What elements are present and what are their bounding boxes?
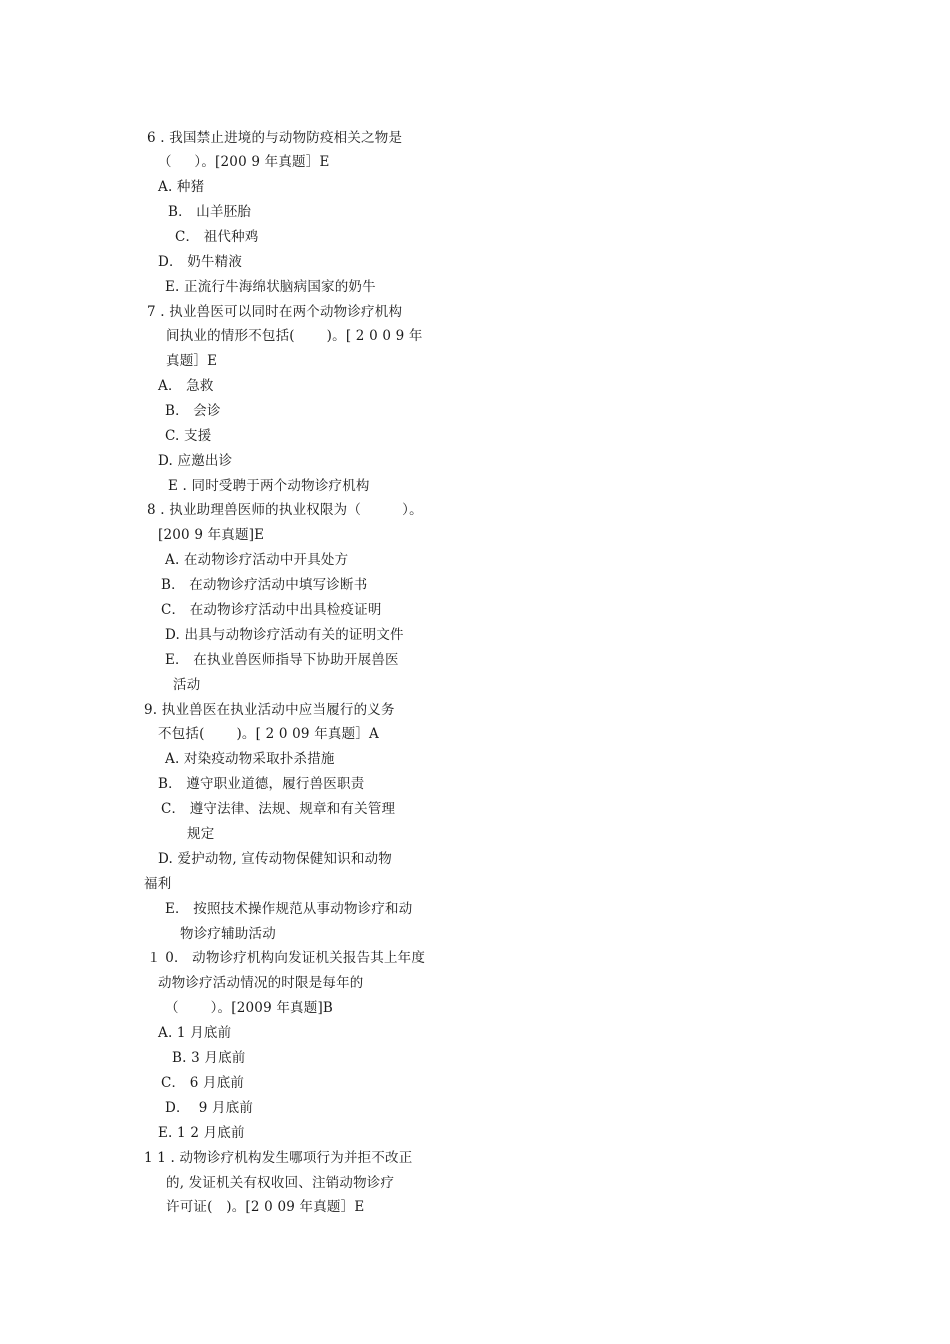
q7-option-e: E . 同时受聘于两个动物诊疗机构 — [168, 478, 370, 494]
q7-option-c: C. 支援 — [165, 428, 212, 444]
q7-option-b: B． 会诊 — [165, 403, 221, 419]
q9-option-a: A. 对染疫动物采取扑杀措施 — [165, 751, 335, 767]
q8-option-e-line-2: 活动 — [173, 677, 201, 693]
q10-option-d: D． 9 月底前 — [165, 1100, 254, 1116]
q8-option-e-line-1: E． 在执业兽医师指导下协助开展兽医 — [165, 652, 399, 668]
q6-option-a: A. 种猪 — [158, 179, 205, 195]
q8-option-d: D. 出具与动物诊疗活动有关的证明文件 — [165, 627, 404, 643]
q10-option-c: C． 6 月底前 — [161, 1075, 245, 1091]
q8-option-b: B． 在动物诊疗活动中填写诊断书 — [161, 577, 368, 593]
q8-stem-line-2: [200 9 年真题]E — [158, 527, 265, 543]
q7-stem-line-3: 真题］E — [166, 353, 218, 369]
q8-option-a: A. 在动物诊疗活动中开具处方 — [165, 552, 349, 568]
q9-option-e-line-2: 物诊疗辅助活动 — [180, 926, 276, 942]
q10-stem-line-3: （ ）。[2009 年真题]B — [165, 1000, 334, 1016]
q9-option-c-line-1: C． 遵守法律、法规、规章和有关管理 — [161, 801, 396, 817]
q6-option-e: E. 正流行牛海绵状脑病国家的奶牛 — [165, 279, 376, 295]
q10-option-a: A. 1 月底前 — [158, 1025, 232, 1041]
q11-stem-line-2: 的, 发证机关有权收回、注销动物诊疗 — [166, 1175, 395, 1191]
q10-option-e: E. 1 2 月底前 — [158, 1125, 245, 1141]
q11-stem-line-1: 1 1 . 动物诊疗机构发生哪项行为并拒不改正 — [144, 1150, 413, 1166]
q7-option-a: A． 急救 — [158, 378, 214, 394]
q9-stem-line-2: 不包括( )。[ 2 0 09 年真题］A — [158, 726, 379, 742]
q8-option-c: C． 在动物诊疗活动中出具检疫证明 — [161, 602, 382, 618]
q10-stem-line-1: １ 0． 动物诊疗机构向发证机关报告其上年度 — [147, 950, 426, 966]
q6-option-d: D． 奶牛精液 — [158, 254, 243, 270]
q6-option-b: B． 山羊胚胎 — [168, 204, 252, 220]
q7-stem-line-2: 间执业的情形不包括( )。[ 2 0 0 9 年 — [166, 328, 423, 344]
q6-option-c: C． 祖代种鸡 — [175, 229, 259, 245]
q10-option-b: B. 3 月底前 — [172, 1050, 246, 1066]
q9-option-b: B． 遵守职业道德，履行兽医职责 — [158, 776, 365, 792]
q7-stem-line-1: 7 . 执业兽医可以同时在两个动物诊疗机构 — [147, 304, 403, 320]
q6-stem-line-2: （ ）。[200 9 年真题］E — [158, 154, 330, 170]
q9-option-c-line-2: 规定 — [187, 826, 215, 842]
q7-option-d: D. 应邀出诊 — [158, 453, 233, 469]
q11-stem-line-3: 许可证( )。[2 0 09 年真题］E — [166, 1199, 365, 1215]
q8-stem-line-1: 8 . 执业助理兽医师的执业权限为（ ）。 — [147, 502, 423, 518]
q9-stem-line-1: 9. 执业兽医在执业活动中应当履行的义务 — [144, 702, 395, 718]
q9-option-d-line-2: 福利 — [144, 876, 172, 892]
q6-stem-line-1: 6 . 我国禁止进境的与动物防疫相关之物是 — [147, 130, 403, 146]
q9-option-e-line-1: E． 按照技术操作规范从事动物诊疗和动 — [165, 901, 413, 917]
q10-stem-line-2: 动物诊疗活动情况的时限是每年的 — [158, 975, 364, 991]
q9-option-d-line-1: D. 爱护动物, 宣传动物保健知识和动物 — [158, 851, 393, 867]
